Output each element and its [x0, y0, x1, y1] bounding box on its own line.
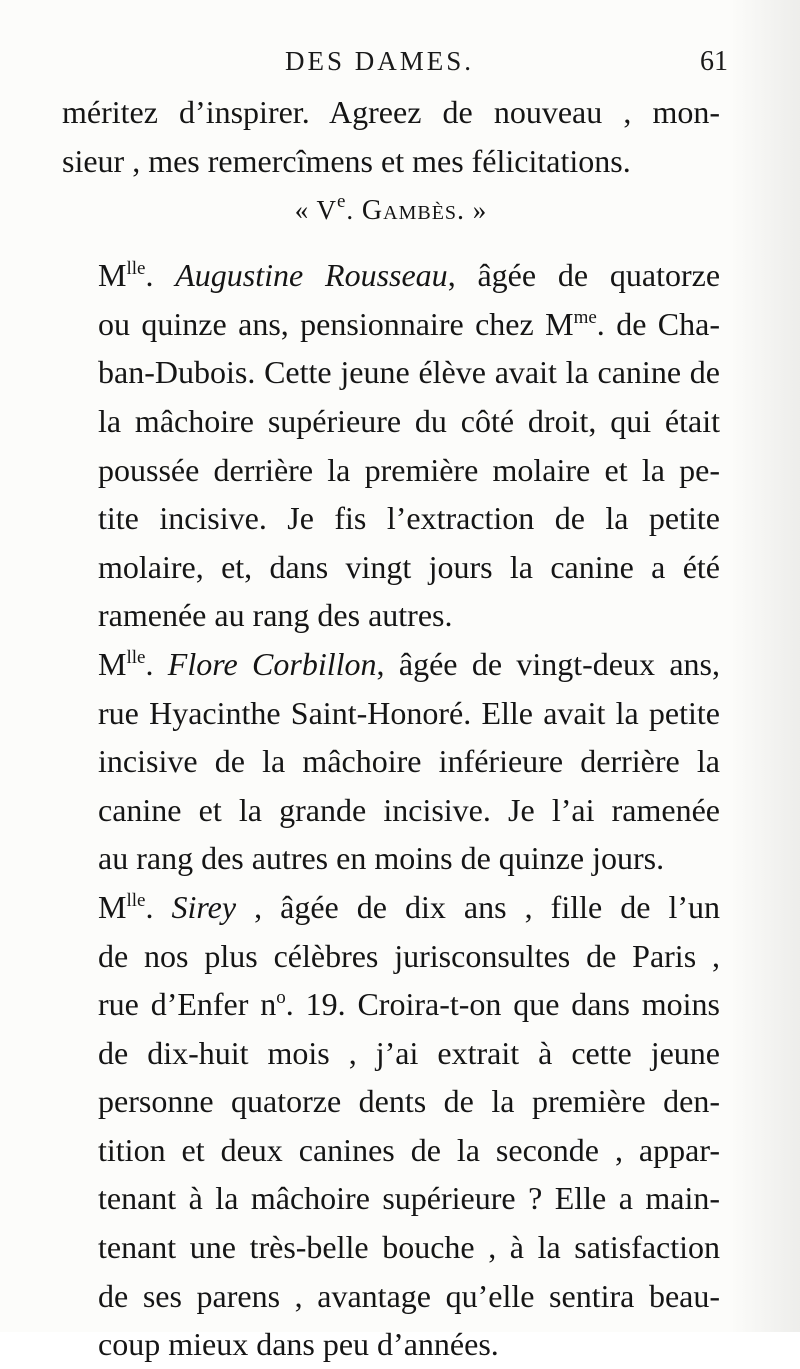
- heading-open: « V: [294, 195, 337, 226]
- text-line: au rang des autres en moins de quinze jours.: [98, 840, 665, 877]
- heading-name: Gambès.: [361, 195, 466, 227]
- text-line: coup mieux dans peu d’années.: [98, 1326, 499, 1363]
- text-line: incisive de la mâchoire inférieure derrière la: [98, 743, 720, 780]
- line-post: . 19. Croira-t-on que dans moins: [285, 986, 721, 1023]
- page-number: 61: [700, 46, 728, 77]
- text-line: molaire, et, dans vingt jours la canine a été: [98, 548, 720, 585]
- paragraph-rousseau: [62, 251, 720, 640]
- body-text: [62, 88, 720, 1369]
- patient-name: Sirey: [171, 888, 237, 925]
- line-pre: rue d’Enfer n: [98, 986, 277, 1023]
- text-line: de dix-huit mois , j’ai extrait à cette jeune: [98, 1034, 720, 1071]
- text-line: ramenée au rang des autres.: [98, 597, 453, 634]
- paragraph-sirey: [62, 883, 720, 1369]
- text-line: personne quatorze dents de la première den-: [98, 1083, 720, 1120]
- text-line: ban-Dubois. Cette jeune élève avait la canine de: [98, 354, 720, 391]
- line-rest: , âgée de quatorze: [447, 257, 721, 294]
- text-line: de nos plus célèbres jurisconsultes de Paris ,: [98, 937, 720, 974]
- text-line: tenant à la mâchoire supérieure ? Elle a main-: [98, 1180, 720, 1217]
- patient-name: Augustine Rousseau: [175, 257, 448, 294]
- text-line: [62, 640, 720, 689]
- section-heading: [62, 185, 720, 251]
- heading-dot: .: [346, 195, 362, 226]
- line-rest: , âgée de dix ans , fille de l’un: [236, 888, 721, 925]
- line-post: . de Cha-: [596, 305, 721, 342]
- title-dot: .: [145, 645, 154, 682]
- text-line: [62, 300, 720, 349]
- text-line: canine et la grande incisive. Je l’ai ramenée: [98, 791, 720, 828]
- text-line: de ses parens , avantage qu’elle sentira beau-: [98, 1277, 720, 1314]
- paragraph-corbillon: [62, 640, 720, 883]
- title-dot: .: [145, 888, 154, 925]
- title-abbrev: M: [98, 645, 127, 682]
- text-line: tite incisive. Je fis l’extraction de la petite: [98, 500, 720, 537]
- title-abbrev: M: [98, 888, 127, 925]
- title-sup: lle: [126, 889, 146, 911]
- heading-close: »: [465, 195, 488, 226]
- paragraph-continuation: [62, 88, 720, 185]
- line-pre: ou quinze ans, pensionnaire chez M: [98, 305, 574, 342]
- title-abbrev: M: [98, 257, 127, 294]
- text-line: [62, 980, 720, 1029]
- text-line: [62, 251, 720, 300]
- line-rest: , âgée de vingt-deux ans,: [376, 645, 720, 682]
- page-gutter-shadow: [730, 0, 800, 1332]
- heading-sup: e: [336, 191, 347, 213]
- text-line: sieur , mes remercîmens et mes félicitations.: [62, 142, 631, 179]
- text-line: rue Hyacinthe Saint-Honoré. Elle avait la petite: [98, 694, 720, 731]
- text-line: la mâchoire supérieure du côté droit, qui était: [98, 402, 720, 439]
- text-line: méritez d’inspirer. Agreez de nouveau , mon-: [62, 94, 720, 130]
- title-sup: lle: [126, 258, 146, 280]
- title-sup: lle: [126, 646, 146, 668]
- title-sup: me: [573, 306, 597, 328]
- title-dot: .: [145, 257, 154, 294]
- running-title: DES DAMES.: [285, 46, 475, 76]
- text-line: tenant une très-belle bouche , à la satisfaction: [98, 1229, 720, 1266]
- text-line: tition et deux canines de la seconde , appar-: [98, 1131, 720, 1168]
- number-sup: o: [276, 987, 286, 1009]
- running-head: [60, 44, 728, 84]
- patient-name: Flore Corbillon: [167, 645, 377, 682]
- text-line: [62, 883, 720, 932]
- text-line: poussée derrière la première molaire et la pe-: [98, 451, 720, 488]
